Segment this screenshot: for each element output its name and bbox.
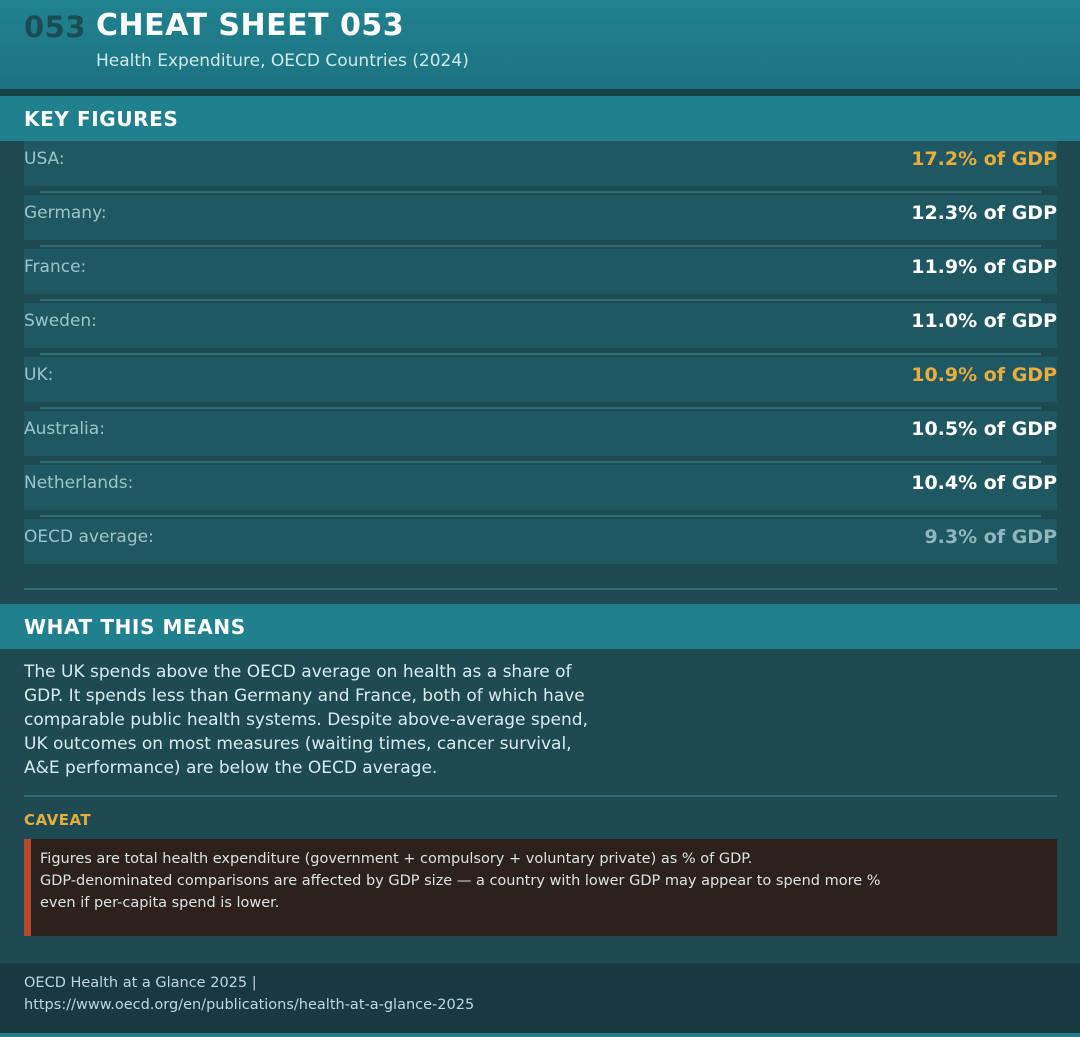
- key-figure-label: Germany:: [24, 203, 107, 223]
- key-figure-row: [24, 141, 1057, 186]
- key-figure-value: 11.9% of GDP: [911, 256, 1057, 278]
- what-this-means-heading: WHAT THIS MEANS: [24, 615, 246, 639]
- key-figure-label: OECD average:: [24, 527, 154, 547]
- key-figures-divider: [24, 588, 1057, 590]
- means-divider: [24, 795, 1057, 797]
- key-figures-heading: KEY FIGURES: [24, 107, 179, 131]
- page-title: CHEAT SHEET 053: [96, 8, 405, 43]
- key-figure-value: 9.3% of GDP: [924, 526, 1057, 548]
- footer-source: OECD Health at a Glance 2025 |: [24, 975, 257, 991]
- caveat-line: Figures are total health expenditure (government + compulsory + voluntary private) as % of GDP.: [40, 851, 753, 867]
- key-figure-row: [24, 303, 1057, 348]
- footer-link[interactable]: https://www.oecd.org/en/publications/health-at-a-glance-2025: [24, 997, 475, 1013]
- key-figure-label: France:: [24, 257, 87, 277]
- row-separator: [40, 191, 1041, 193]
- means-line: comparable public health systems. Despite above-average spend,: [24, 710, 588, 730]
- key-figure-value: 17.2% of GDP: [911, 148, 1057, 170]
- footer: [0, 963, 1080, 1037]
- key-figure-value: 10.9% of GDP: [911, 364, 1057, 386]
- key-figure-value: 12.3% of GDP: [911, 202, 1057, 224]
- row-separator: [40, 245, 1041, 247]
- key-figure-label: USA:: [24, 149, 65, 169]
- key-figure-row: [24, 411, 1057, 456]
- means-line: A&E performance) are below the OECD average.: [24, 758, 438, 778]
- row-separator: [40, 353, 1041, 355]
- caveat-label: CAVEAT: [24, 811, 92, 829]
- means-line: UK outcomes on most measures (waiting times, cancer survival,: [24, 734, 572, 754]
- what-this-means-heading-bar: [0, 604, 1080, 649]
- caveat-line: GDP-denominated comparisons are affected by GDP size — a country with lower GDP may appear to spend more %: [40, 873, 881, 889]
- header-divider: [0, 89, 1080, 96]
- what-this-means-text: [24, 660, 624, 780]
- header: [0, 0, 1080, 89]
- key-figure-value: 10.4% of GDP: [911, 472, 1057, 494]
- row-separator: [40, 515, 1041, 517]
- key-figure-row: [24, 519, 1057, 564]
- key-figure-row: [24, 465, 1057, 510]
- row-separator: [40, 461, 1041, 463]
- key-figures-heading-bar: [0, 96, 1080, 141]
- sheet-number: 053: [24, 10, 87, 44]
- key-figure-value: 10.5% of GDP: [911, 418, 1057, 440]
- means-line: The UK spends above the OECD average on health as a share of: [24, 662, 572, 682]
- row-separator: [40, 407, 1041, 409]
- means-line: GDP. It spends less than Germany and France, both of which have: [24, 686, 585, 706]
- key-figure-label: Sweden:: [24, 311, 97, 331]
- key-figure-label: Australia:: [24, 419, 105, 439]
- key-figure-row: [24, 249, 1057, 294]
- key-figure-row: [24, 195, 1057, 240]
- key-figure-row: [24, 357, 1057, 402]
- footer-bottom-rule: [0, 1033, 1080, 1037]
- key-figure-value: 11.0% of GDP: [911, 310, 1057, 332]
- key-figure-label: Netherlands:: [24, 473, 134, 493]
- page-subtitle: Health Expenditure, OECD Countries (2024): [96, 51, 469, 71]
- row-separator: [40, 299, 1041, 301]
- caveat-box: [24, 839, 1057, 936]
- caveat-line: even if per-capita spend is lower.: [40, 895, 280, 911]
- key-figure-label: UK:: [24, 365, 54, 385]
